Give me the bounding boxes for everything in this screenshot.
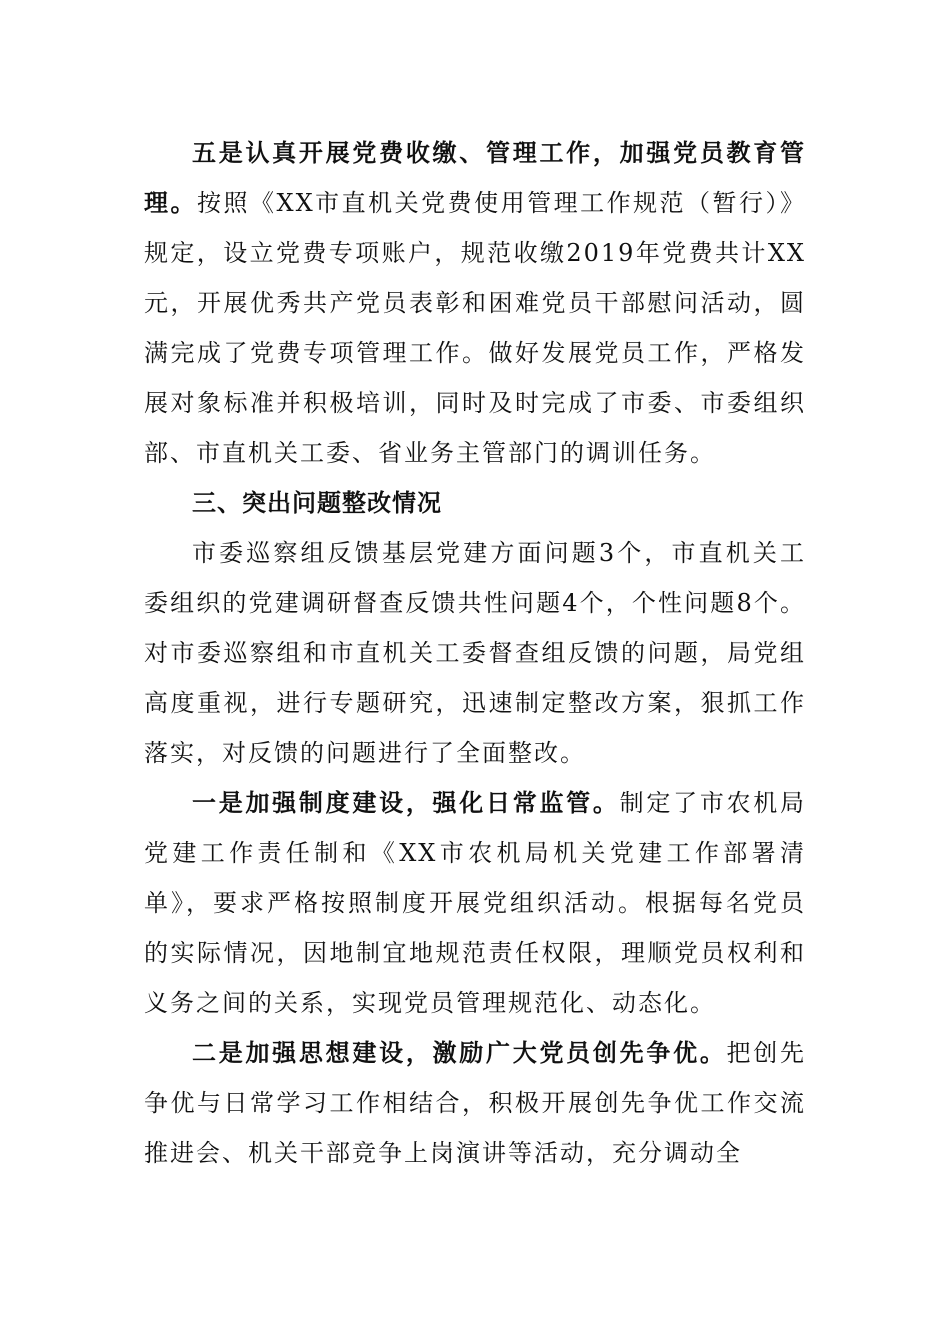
document-page <box>144 128 806 1178</box>
paragraph-lead: 五是认真开展党费收缴、管理工作，加强党员教育管理。 <box>144 138 806 217</box>
paragraph-body: 把创先争优与日常学习工作相结合，积极开展创先争优工作交流推进会、机关干部竞争上岗演讲等活动，充分调动全 <box>144 1039 807 1167</box>
paragraph-body: 市委巡察组反馈基层党建方面问题3个，市直机关工委组织的党建调研督查反馈共性问题4个，个性问题8个。对市委巡察组和市直机关工委督查组反馈的问题，局党组高度重视，进行专题研究，迅速制定整改方案，狠抓工作落实，对反馈的问题进行了全面整改。 <box>144 539 806 767</box>
paragraph-body: 制定了市农机局党建工作责任制和《XX市农机局机关党建工作部署清单》，要求严格按照制度开展党组织活动。根据每名党员的实际情况，因地制宜地规范责任权限，理顺党员权利和义务之间的关系，实现党员管理规范化、动态化。 <box>144 789 807 1017</box>
paragraph-party-fees <box>144 128 806 478</box>
paragraph-lead: 一是加强制度建设，强化日常监管。 <box>192 788 620 817</box>
paragraph-body: 按照《XX市直机关党费使用管理工作规范（暂行）》规定，设立党费专项账户，规范收缴2019年党费共计XX元，开展优秀共产党员表彰和困难党员干部慰问活动，圆满完成了党费专项管理工作。做好发展党员工作，严格发展对象标准并积极培训，同时及时完成了市委、市委组织部、市直机关工委、省业务主管部门的调训任务。 <box>144 189 807 467</box>
paragraph-lead: 二是加强思想建设，激励广大党员创先争优。 <box>192 1038 727 1067</box>
section-heading: 三、突出问题整改情况 <box>192 489 442 517</box>
paragraph-issues-summary <box>144 528 806 778</box>
paragraph-ideology-building <box>144 1028 806 1178</box>
paragraph-system-building <box>144 778 806 1028</box>
